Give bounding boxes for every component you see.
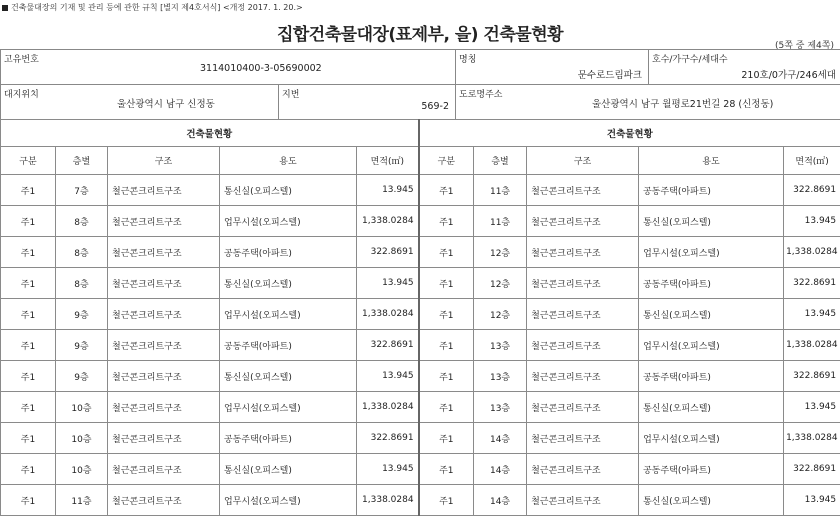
right-area-cell: 322.8691 [784,454,840,485]
left-floor-cell: 8층 [56,237,108,268]
right-structure-cell: 철근콘크리트구조 [527,268,639,299]
table-row [1,392,840,423]
table-row [1,299,840,330]
id-cell [1,50,456,85]
left-floor-cell: 11층 [56,485,108,516]
left-section-title: 건축물현황 [1,120,419,147]
right-usage-cell: 통신실(오피스텔) [639,299,784,330]
left-usage-cell: 통신실(오피스텔) [220,454,357,485]
right-area-cell: 322.8691 [784,268,840,299]
info-row-2 [0,84,840,120]
right-usage-cell: 통신실(오피스텔) [639,485,784,516]
left-division-cell: 주1 [1,392,56,423]
right-area-cell: 322.8691 [784,175,840,206]
right-structure-cell: 철근콘크리트구조 [527,392,639,423]
col-header-usage: 용도 [639,147,784,175]
left-area-cell: 13.945 [357,454,419,485]
right-division-cell: 주1 [419,206,474,237]
right-division-cell: 주1 [419,175,474,206]
left-floor-cell: 8층 [56,206,108,237]
table-row [1,175,840,206]
right-division-cell: 주1 [419,423,474,454]
left-division-cell: 주1 [1,423,56,454]
left-floor-cell: 9층 [56,330,108,361]
site-value: 울산광역시 남구 신정동 [117,96,215,110]
right-division-cell: 주1 [419,268,474,299]
right-area-cell: 1,338.0284 [784,330,840,361]
left-floor-cell: 10층 [56,454,108,485]
left-structure-cell: 철근콘크리트구조 [108,392,220,423]
right-area-cell: 13.945 [784,299,840,330]
road-cell [456,85,840,120]
left-structure-cell: 철근콘크리트구조 [108,299,220,330]
left-division-cell: 주1 [1,237,56,268]
col-header-division: 구분 [419,147,474,175]
left-division-cell: 주1 [1,485,56,516]
right-floor-cell: 14층 [474,485,527,516]
left-area-cell: 1,338.0284 [357,392,419,423]
right-structure-cell: 철근콘크리트구조 [527,423,639,454]
left-area-cell: 322.8691 [357,330,419,361]
table-row [1,454,840,485]
right-usage-cell: 업무시설(오피스텔) [639,237,784,268]
left-division-cell: 주1 [1,206,56,237]
right-division-cell: 주1 [419,454,474,485]
left-area-cell: 1,338.0284 [357,299,419,330]
left-area-cell: 322.8691 [357,423,419,454]
right-area-cell: 13.945 [784,206,840,237]
left-division-cell: 주1 [1,175,56,206]
building-status-table [0,119,840,516]
units-value: 210호/0가구/246세대 [741,67,836,81]
left-division-cell: 주1 [1,299,56,330]
road-label: 도로명주소 [459,87,502,100]
column-header-row [1,147,840,175]
right-floor-cell: 12층 [474,299,527,330]
left-structure-cell: 철근콘크리트구조 [108,454,220,485]
left-area-cell: 13.945 [357,361,419,392]
left-usage-cell: 공동주택(아파트) [220,423,357,454]
document-title: 집합건축물대장(표제부, 을) 건축물현황 [0,20,840,45]
right-floor-cell: 11층 [474,175,527,206]
col-header-floor: 층별 [56,147,108,175]
left-usage-cell: 공동주택(아파트) [220,330,357,361]
col-header-structure: 구조 [527,147,639,175]
right-structure-cell: 철근콘크리트구조 [527,206,639,237]
right-division-cell: 주1 [419,299,474,330]
right-structure-cell: 철근콘크리트구조 [527,299,639,330]
left-usage-cell: 업무시설(오피스텔) [220,206,357,237]
right-floor-cell: 11층 [474,206,527,237]
left-floor-cell: 9층 [56,299,108,330]
right-usage-cell: 공동주택(아파트) [639,268,784,299]
right-floor-cell: 14층 [474,423,527,454]
left-floor-cell: 7층 [56,175,108,206]
name-label: 명칭 [459,52,476,65]
left-structure-cell: 철근콘크리트구조 [108,361,220,392]
left-division-cell: 주1 [1,330,56,361]
left-floor-cell: 9층 [56,361,108,392]
right-floor-cell: 13층 [474,361,527,392]
left-usage-cell: 통신실(오피스텔) [220,175,357,206]
left-area-cell: 1,338.0284 [357,485,419,516]
right-area-cell: 13.945 [784,485,840,516]
left-structure-cell: 철근콘크리트구조 [108,268,220,299]
right-division-cell: 주1 [419,361,474,392]
left-division-cell: 주1 [1,268,56,299]
right-floor-cell: 12층 [474,237,527,268]
left-usage-cell: 공동주택(아파트) [220,237,357,268]
right-floor-cell: 13층 [474,392,527,423]
site-label: 대지위치 [4,87,39,100]
right-structure-cell: 철근콘크리트구조 [527,330,639,361]
id-value: 3114010400-3-05690002 [200,63,322,74]
units-label: 호수/가구수/세대수 [652,52,728,65]
table-row [1,268,840,299]
col-header-area: 면적(㎡) [784,147,840,175]
table-row [1,206,840,237]
left-structure-cell: 철근콘크리트구조 [108,237,220,268]
left-structure-cell: 철근콘크리트구조 [108,330,220,361]
lot-cell [279,85,456,120]
col-header-area: 면적(㎡) [357,147,419,175]
left-usage-cell: 통신실(오피스텔) [220,361,357,392]
right-area-cell: 1,338.0284 [784,423,840,454]
id-label: 고유번호 [4,52,39,65]
left-usage-cell: 업무시설(오피스텔) [220,299,357,330]
road-value: 울산광역시 남구 월평로21번길 28 (신정동) [592,96,773,110]
form-regulation-text: 건축물대장의 기재 및 관리 등에 관한 규칙 [별지 제4호서식] <개정 2017. 1. 20.> [11,3,303,12]
table-row [1,330,840,361]
right-usage-cell: 통신실(오피스텔) [639,206,784,237]
right-structure-cell: 철근콘크리트구조 [527,454,639,485]
right-floor-cell: 12층 [474,268,527,299]
right-section-title: 건축물현황 [419,120,840,147]
left-structure-cell: 철근콘크리트구조 [108,423,220,454]
right-structure-cell: 철근콘크리트구조 [527,485,639,516]
left-usage-cell: 통신실(오피스텔) [220,268,357,299]
right-floor-cell: 13층 [474,330,527,361]
left-division-cell: 주1 [1,361,56,392]
right-area-cell: 1,338.0284 [784,237,840,268]
name-value: 문수로드림파크 [578,67,642,81]
site-cell [1,85,279,120]
col-header-floor: 층별 [474,147,527,175]
right-area-cell: 322.8691 [784,361,840,392]
left-floor-cell: 10층 [56,423,108,454]
right-usage-cell: 공동주택(아파트) [639,454,784,485]
col-header-structure: 구조 [108,147,220,175]
left-area-cell: 322.8691 [357,237,419,268]
left-floor-cell: 10층 [56,392,108,423]
table-row [1,423,840,454]
right-division-cell: 주1 [419,392,474,423]
left-division-cell: 주1 [1,454,56,485]
left-structure-cell: 철근콘크리트구조 [108,485,220,516]
info-row-1 [0,49,840,85]
right-area-cell: 13.945 [784,392,840,423]
right-structure-cell: 철근콘크리트구조 [527,361,639,392]
right-structure-cell: 철근콘크리트구조 [527,237,639,268]
left-area-cell: 13.945 [357,175,419,206]
units-cell [649,50,840,85]
right-division-cell: 주1 [419,330,474,361]
square-bullet-icon [2,5,8,11]
page-indicator: (5쪽 중 제4쪽) [775,38,834,51]
left-usage-cell: 업무시설(오피스텔) [220,485,357,516]
right-structure-cell: 철근콘크리트구조 [527,175,639,206]
right-usage-cell: 업무시설(오피스텔) [639,423,784,454]
table-row [1,237,840,268]
left-usage-cell: 업무시설(오피스텔) [220,392,357,423]
lot-value: 569-2 [421,101,449,112]
right-usage-cell: 공동주택(아파트) [639,175,784,206]
right-floor-cell: 14층 [474,454,527,485]
right-usage-cell: 통신실(오피스텔) [639,392,784,423]
col-header-usage: 용도 [220,147,357,175]
left-floor-cell: 8층 [56,268,108,299]
right-division-cell: 주1 [419,485,474,516]
right-usage-cell: 업무시설(오피스텔) [639,330,784,361]
left-area-cell: 13.945 [357,268,419,299]
right-division-cell: 주1 [419,237,474,268]
table-row [1,485,840,516]
left-structure-cell: 철근콘크리트구조 [108,206,220,237]
left-area-cell: 1,338.0284 [357,206,419,237]
right-usage-cell: 공동주택(아파트) [639,361,784,392]
name-cell [456,50,649,85]
lot-label: 지번 [282,87,299,100]
left-structure-cell: 철근콘크리트구조 [108,175,220,206]
col-header-division: 구분 [1,147,56,175]
table-row [1,361,840,392]
form-regulation-note [2,2,303,13]
